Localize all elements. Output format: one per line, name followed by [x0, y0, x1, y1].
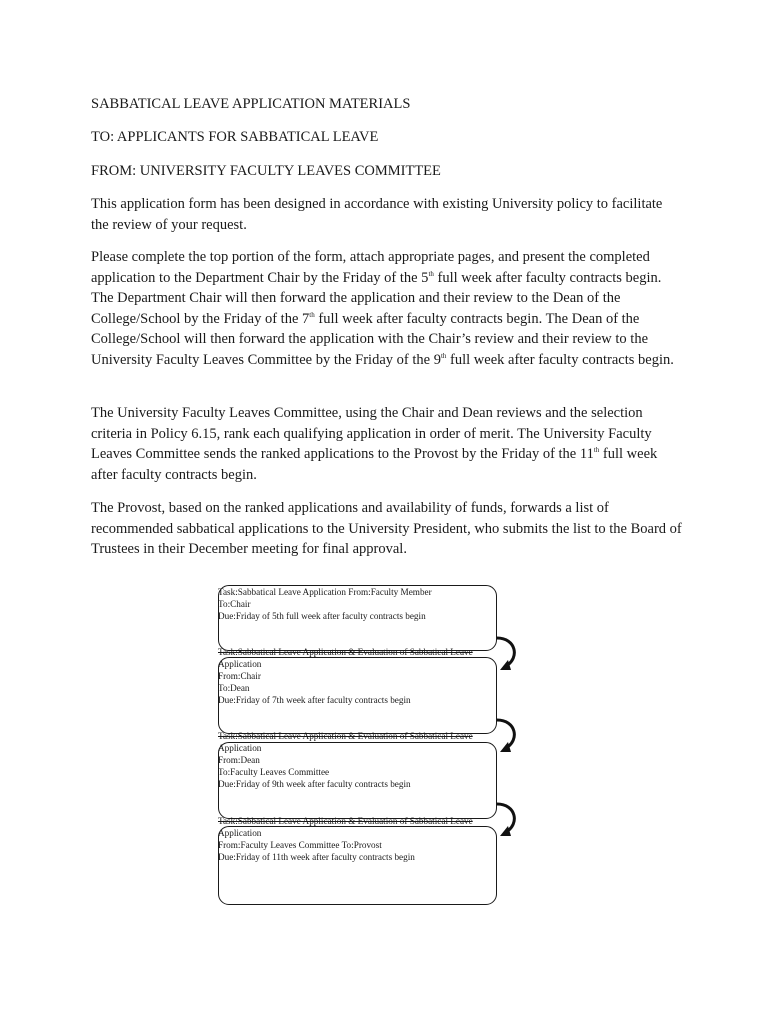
- step-3-task: Task:Sabbatical Leave Application & Evaluation of Sabbatical Leave: [218, 731, 473, 741]
- step-4-from: From:Faculty Leaves Committee To:Provost: [218, 840, 382, 850]
- step-2-task: Task:Sabbatical Leave Application & Evaluation of Sabbatical Leave: [218, 647, 473, 657]
- process-paragraph: [91, 247, 683, 371]
- process-text-3: full week after faculty contracts begin. The Dean of the College/School will then forward the application with the Chair’s review and their review to the University Faculty Leaves Committee by the Friday of the 9: [91, 310, 649, 368]
- committee-text-1: The University Faculty Leaves Committee, using the Chair and Dean reviews and the selection criteria in Policy 6.15, rank each qualifying application in order of merit. The University Faculty Leaves Committee sends the ranked applications to the Provost by the Friday of the 11: [91, 405, 652, 463]
- committee-text-2: full week after faculty contracts begin.: [91, 446, 658, 483]
- step-3-due: Due:Friday of 9th week after faculty contracts begin: [218, 779, 411, 789]
- flow-step-1-text: [218, 586, 508, 622]
- step-1-due: Due:Friday of 5th full week after faculty contracts begin: [218, 611, 426, 621]
- committee-paragraph: [91, 403, 683, 485]
- process-sup-3: th: [440, 351, 447, 360]
- intro-paragraph: This application form has been designed in accordance with existing University policy to facilitate the review of your request.: [91, 196, 663, 233]
- flow-step-2-text: [218, 646, 508, 706]
- document-title: SABBATICAL LEAVE APPLICATION MATERIALS: [91, 96, 411, 112]
- process-text-4: full week after faculty contracts begin.: [446, 351, 674, 368]
- process-text-2: full week after faculty contracts begin. The Department Chair will then forward the application and their review to the Dean of the College/School by the Friday of the 7: [91, 269, 662, 327]
- flow-step-3-text: [218, 730, 508, 790]
- step-2-to: To:Dean: [218, 683, 250, 693]
- step-4-due: Due:Friday of 11th week after faculty contracts begin: [218, 852, 415, 862]
- step-3-to: To:Faculty Leaves Committee: [218, 767, 330, 777]
- step-4-task-cont: Application: [218, 828, 262, 838]
- committee-sup-1: th: [593, 446, 600, 455]
- step-3-from: From:Dean: [218, 755, 260, 765]
- to-line: TO: APPLICANTS FOR SABBATICAL LEAVE: [91, 129, 379, 145]
- step-1-to: To:Chair: [218, 599, 251, 609]
- step-1-task: Task:Sabbatical Leave Application From:Faculty Member: [218, 587, 432, 597]
- flow-step-4-text: [218, 815, 508, 863]
- step-2-task-cont: Application: [218, 659, 262, 669]
- provost-paragraph: The Provost, based on the ranked applications and availability of funds, forwards a list of recommended sabbatical applications to the University President, who submits the list to the Board of Trustees in their December meeting for final approval.: [91, 500, 682, 558]
- process-text-1: Please complete the top portion of the form, attach appropriate pages, and present the completed application to the Department Chair by the Friday of the 5: [91, 249, 650, 286]
- process-sup-1: th: [428, 269, 434, 278]
- step-2-from: From:Chair: [218, 671, 261, 681]
- step-2-due: Due:Friday of 7th week after faculty contracts begin: [218, 695, 411, 705]
- step-4-task: Task:Sabbatical Leave Application & Evaluation of Sabbatical Leave: [218, 816, 473, 826]
- process-sup-2: th: [309, 310, 315, 319]
- from-line: FROM: UNIVERSITY FACULTY LEAVES COMMITTEE: [91, 163, 441, 179]
- step-3-task-cont: Application: [218, 743, 262, 753]
